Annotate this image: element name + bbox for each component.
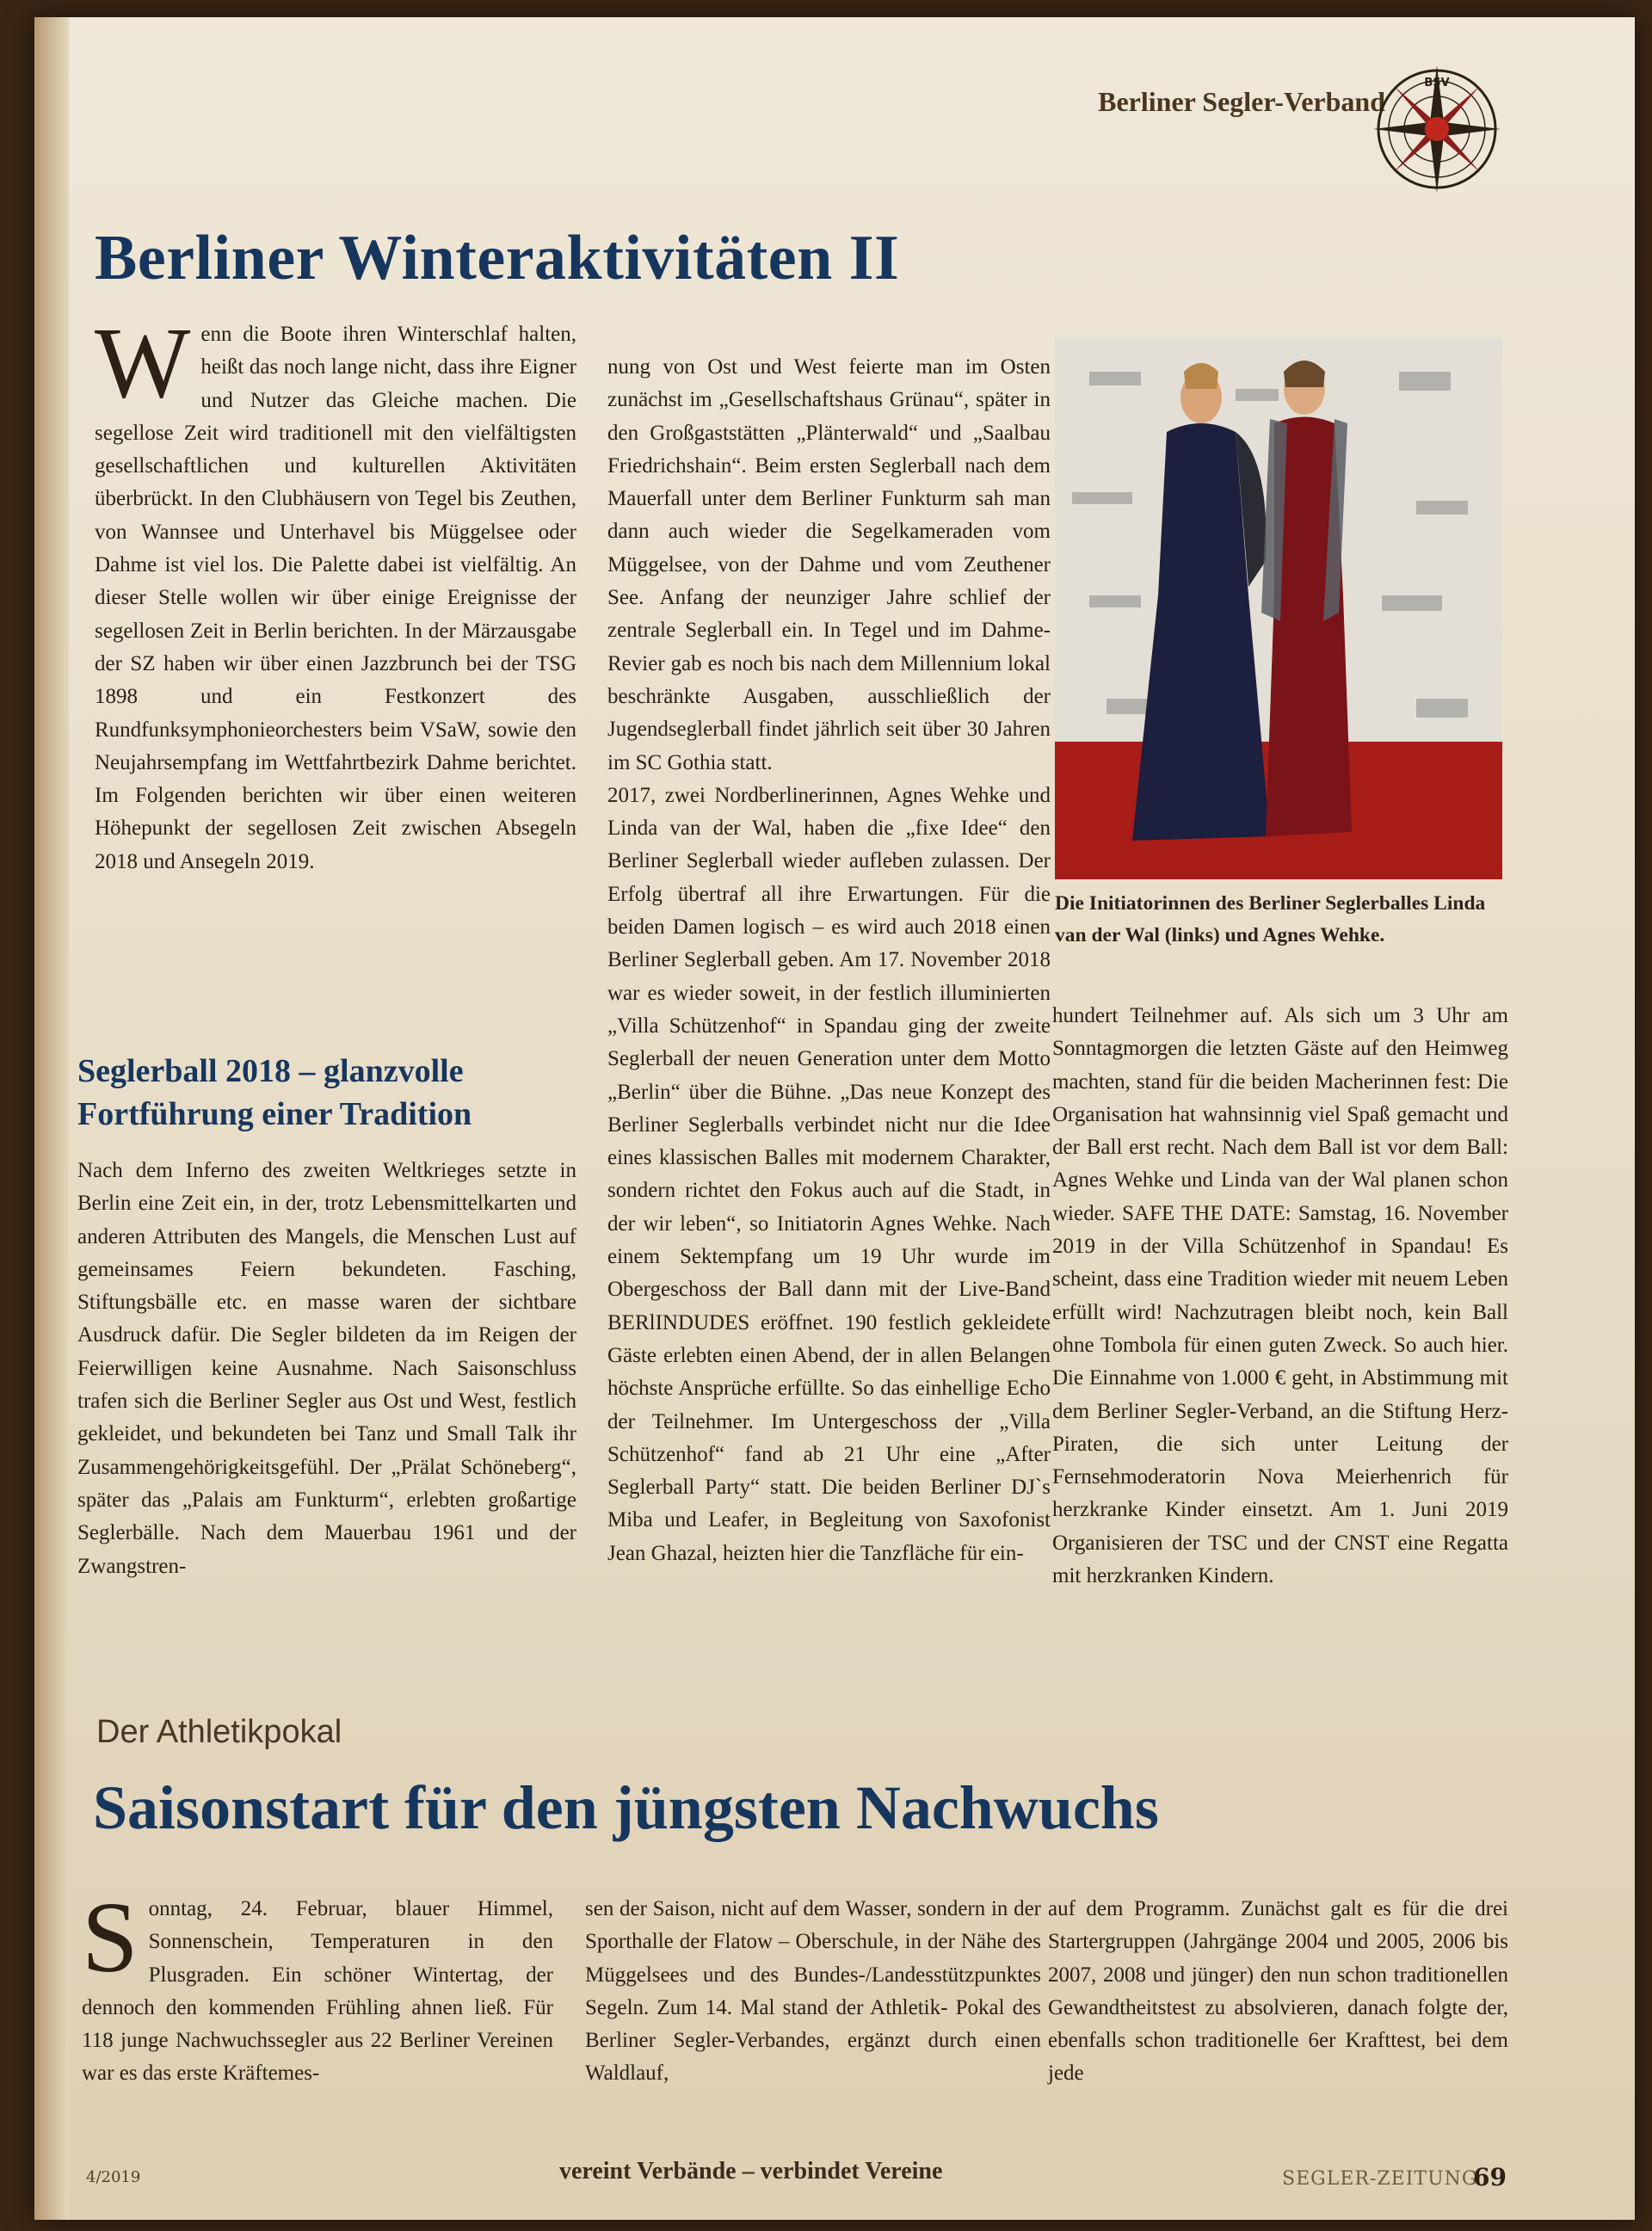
article-headline: Berliner Winteraktivitäten II	[95, 223, 900, 293]
body-paragraph: onntag, 24. Februar, blauer Himmel, Sonnenschein, Temperaturen in den Plusgraden. Ein schöner Wintertag, der dennoch den kommenden Frühling ahnen ließ. Für 118 junge Nachwuchssegler aus 22 Berliner Vereinen war es das erste Kräftemes-	[82, 1897, 553, 2086]
article-column-1-intro	[95, 306, 576, 878]
footer-slogan: vereint Verbände – verbindet Vereine	[559, 2158, 943, 2185]
body-paragraph: Nach dem Inferno des zweiten Weltkrieges setzte in Berlin eine Zeit ein, in der, trotz Lebensmittelkarten und anderen Attributen des Mangels, die Menschen Lust auf gemeinsames Feiern bekundeten. Fasching, Stiftungsbälle etc. en masse waren der sichtbare Ausdruck dafür. Die Segler bildeten da im Reigen der Feierwilligen keine Ausnahme. Nach Saisonschluss trafen sich die Berliner Segler aus Ost und West, festlich gekleidet, und bekundeten bei Tanz und Small Talk ihr Zusammengehörigkeitsgefühl. Der „Prälat Schöneberg“, später das „Palais am Funkturm“, erlebten großartige Seglerbälle. Nach dem Mauerbau 1961 und der Zwangstren-	[77, 1159, 576, 1578]
drop-cap: S	[82, 1881, 139, 1994]
body-paragraph: hundert Teilnehmer auf. Als sich um 3 Uhr am Sonntagmorgen die letzten Gäste auf den Heimweg machten, stand für die beiden Macherinnen fest: Die Organisation hat wahnsinnig viel Spaß gemacht und der Ball erst recht. Nach dem Ball ist vor dem Ball: Agnes Wehke und Linda van der Wal planen schon wieder. SAFE THE DATE: Samstag, 16. November 2019 in der Villa Schützenhof in Spandau! Es scheint, dass eine Tradition wieder mit neuem Leben erfüllt wird! Nachzutragen bleibt noch, kein Ball ohne Tombola für einen guten Zweck. So auch hier. Die Einnahme von 1.000 € geht, in Abstimmung mit dem Berliner Segler-Verband, an die Stiftung Herz-Piraten, die sich unter Leitung der Fernsehmoderatorin Nova Meierhenrich für herzkranke Kinder einsetzt. Am 1. Juni 2019 Organisieren der TSC und der CNST eine Regatta mit herzkranken Kindern.	[1052, 1004, 1508, 1588]
bsv-compass-logo-icon	[1368, 60, 1506, 198]
magazine-page	[34, 17, 1635, 2220]
article-column-2	[607, 351, 1051, 1570]
article2-column-2	[585, 1893, 1041, 2091]
page-number: 69	[1473, 2163, 1507, 2191]
page-spine-shadow	[34, 17, 69, 2220]
issue-number: 4/2019	[86, 2168, 141, 2186]
article2-column-3	[1048, 1893, 1508, 2091]
event-photo	[1055, 337, 1502, 879]
body-paragraph: auf dem Programm. Zunächst galt es für die drei Startergruppen (Jahrgänge 2004 und 2005, 2006 bis 2007, 2008 und jünger) den nun schon traditionellen Gewandtheitstest zu absolvieren, danach folgte der, ebenfalls schon traditionelle 6er Krafttest, bei dem jede	[1048, 1897, 1508, 2086]
body-paragraph: nung von Ost und West feierte man im Osten zunächst im „Gesellschaftshaus Grünau“, später in den Großgaststätten „Plänterwald“ und „Saalbau Friedrichshain“. Beim ersten Seglerball nach dem Mauerfall unter dem Berliner Funkturm sah man dann auch wieder die Segelkameraden vom Müggelsee, von der Dahme und vom Zeuthener See. Anfang der neunziger Jahre schlief der zentrale Seglerball ein. In Tegel und im Dahme-Revier gab es noch bis nach dem Millennium lokal beschränkte Ausgaben, ausschließlich der Jugendseglerball findet jährlich seit über 30 Jahren im SC Gothia statt.	[607, 355, 1051, 774]
article2-headline: Saisonstart für den jüngsten Nachwuchs	[93, 1773, 1159, 1842]
body-paragraph: sen der Saison, nicht auf dem Wasser, sondern in der Sporthalle der Flatow – Oberschule, in der Nähe des Müggelsees und des Bundes-/Landesstützpunktes Segeln. Zum 14. Mal stand der Athletik- Pokal des Berliner Segler-Verbandes, ergänzt durch einen Waldlauf,	[585, 1897, 1041, 2086]
article-column-1-body	[77, 1155, 576, 1583]
intro-paragraph: enn die Boote ihren Winterschlaf halten, heißt das noch lange nicht, dass ihre Eigner und Nutzer das Gleiche machen. Die segellose Zeit wird traditionell mit den vielfältigsten gesellschaftlichen und kulturellen Aktivitäten überbrückt. In den Clubhäusern von Tegel bis Zeuthen, von Wannsee und Unterhavel bis Müggelsee oder Dahme ist viel los. Die Palette dabei ist vielfältig. An dieser Stelle wollen wir über einige Ereignisse der segellosen Zeit in Berlin berichten. In der Märzausgabe der SZ haben wir über einen Jazzbrunch bei der TSG 1898 und ein Festkonzert des Rundfunksymphonieorchesters beim VSaW, sowie den Neujahrsempfang im Wettfahrtbezirk Dahme berichtet. Im Folgenden berichten wir über einen weiteren Höhepunkt der segellosen Zeit zwischen Absegeln 2018 und Ansegeln 2019.	[95, 323, 576, 873]
magazine-name: SEGLER-ZEITUNG	[1282, 2168, 1478, 2190]
article2-kicker: Der Athletikpokal	[96, 1714, 342, 1750]
article-column-3	[1052, 1000, 1508, 1593]
body-paragraph: 2017, zwei Nordberlinerinnen, Agnes Wehke und Linda van der Wal, haben die „fixe Idee“ den Berliner Seglerball wieder aufleben zulassen. Der Erfolg übertraf all ihre Erwartungen. Für die beiden Damen logisch – es wird auch 2018 einen Berliner Seglerball geben. Am 17. November 2018 war es wieder soweit, in der festlich illuminierten „Villa Schützenhof“ in Spandau ging der zweite Seglerball der neuen Generation unter dem Motto „Berlin“ über die Bühne. „Das neue Konzept des Berliner Seglerballs verbindet nicht nur die Idee eines klassischen Balles mit modernem Charakter, sondern richtet den Fokus auch auf die Stadt, in der wir leben“, so Initiatorin Agnes Wehke. Nach einem Sektempfang um 19 Uhr wurde im Obergeschoss der Ball dann mit der Live-Band BERlINDUDES eröffnet. 190 festlich gekleidete Gäste erlebten einen Abend, der in allen Belangen höchste Ansprüche erfüllte. So das einhellige Echo der Teilnehmer. Im Untergeschoss der „Villa Schützenhof“ fand ab 21 Uhr eine „After Seglerball Party“ statt. Die beiden Berliner DJ`s Miba und Leafer, in Begleitung von Saxofonist Jean Ghazal, heizten hier die Tanzfläche für ein-	[607, 783, 1051, 1565]
section-label: Berliner Segler-Verband	[1098, 86, 1385, 117]
photo-caption: Die Initiatorinnen des Berliner Seglerballes Linda van der Wal (links) und Agnes Wehke.	[1055, 892, 1486, 946]
article2-column-1	[82, 1881, 553, 2091]
section-subheading: Seglerball 2018 – glanzvolle Fortführung einer Tradition	[77, 1053, 472, 1132]
logo-lettering: BSV	[1424, 77, 1450, 89]
drop-cap: W	[95, 306, 191, 419]
red-carpet-photo-illustration	[1055, 337, 1502, 879]
